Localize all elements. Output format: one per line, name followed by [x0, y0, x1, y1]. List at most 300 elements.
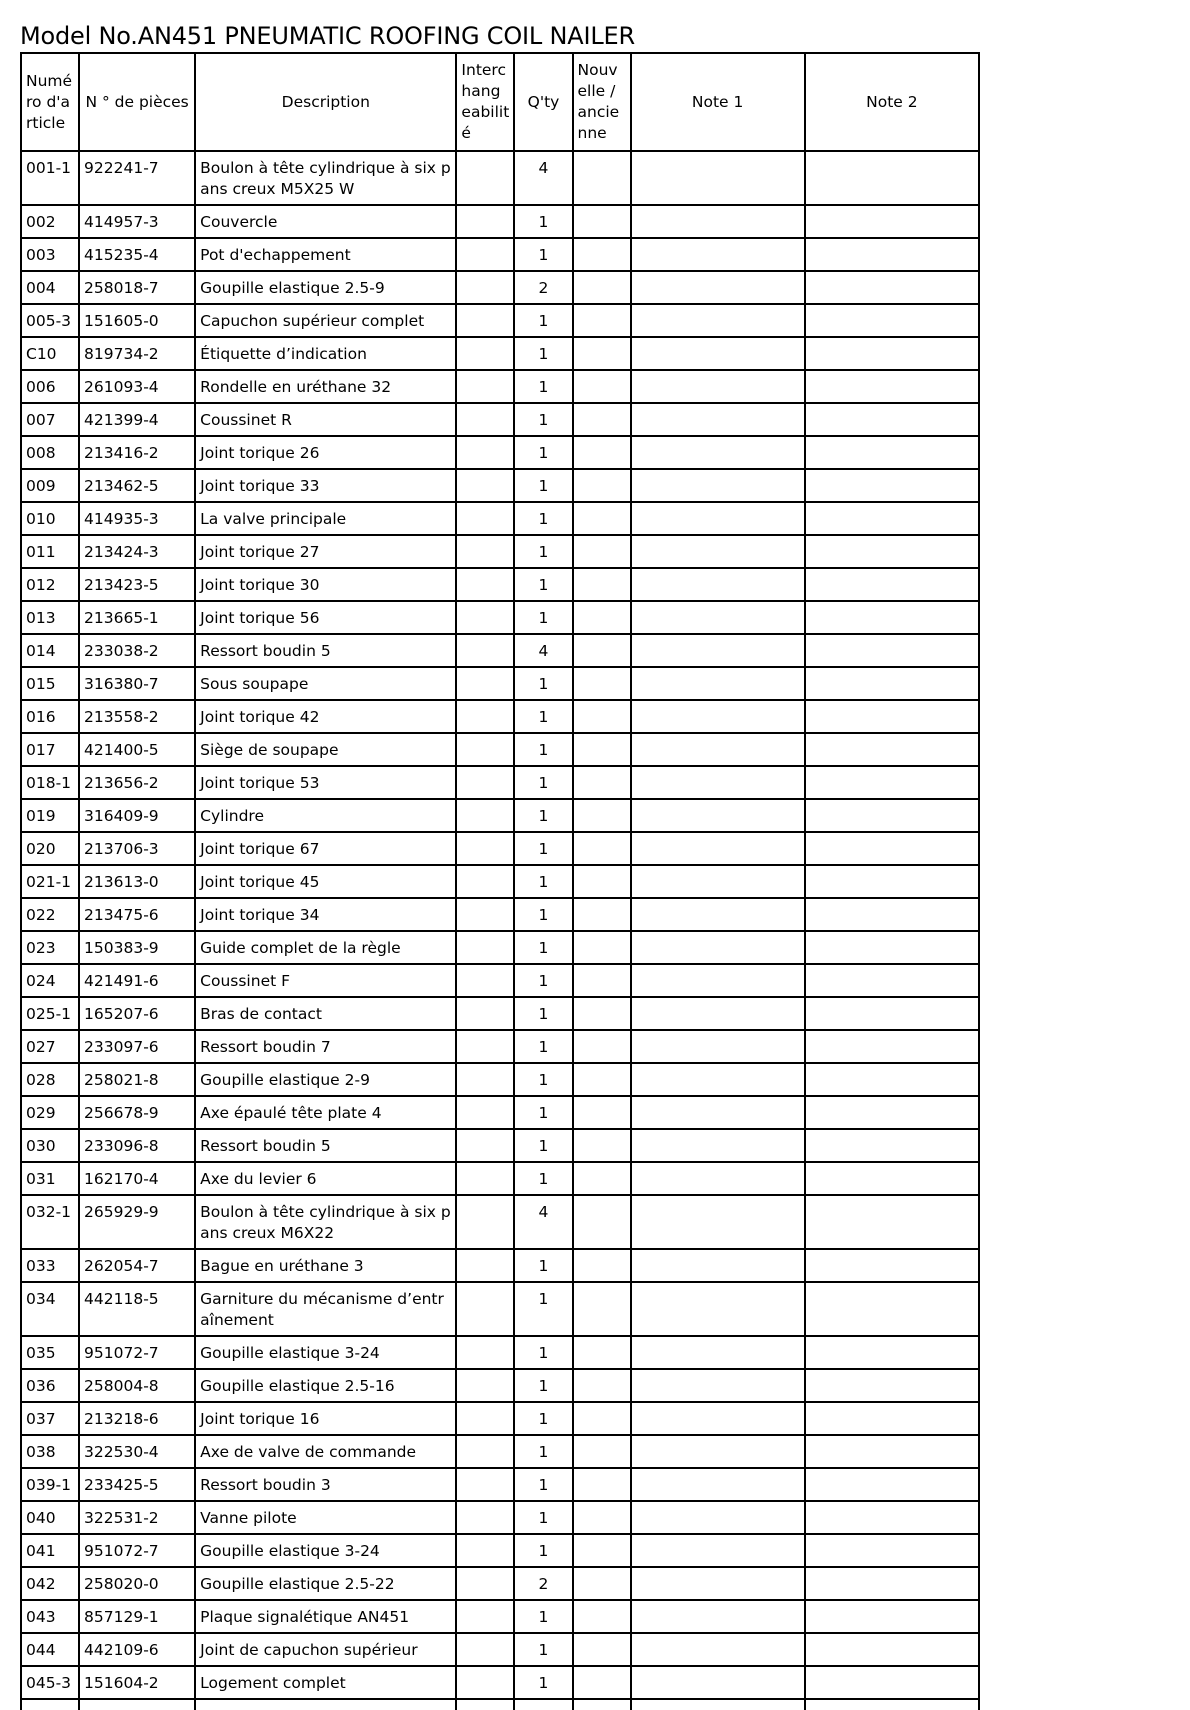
cell-note2: [805, 931, 979, 964]
cell-note1: [631, 799, 805, 832]
cell-new-old: [573, 634, 631, 667]
cell-interchangeability: [456, 1600, 514, 1633]
cell-item-no: 036: [21, 1369, 79, 1402]
cell-part-no: 213656-2: [79, 766, 195, 799]
cell-item-no: 017: [21, 733, 79, 766]
cell-interchangeability: [456, 1030, 514, 1063]
cell-new-old: [573, 865, 631, 898]
cell-note2: [805, 733, 979, 766]
cell-note1: [631, 1600, 805, 1633]
cell-description: Joint torique 27: [195, 535, 456, 568]
cell-part-no: 213416-2: [79, 436, 195, 469]
table-header-row: [21, 53, 979, 151]
cell-qty: 1: [514, 1468, 572, 1501]
cell-interchangeability: [456, 1633, 514, 1666]
cell-item-no: 033: [21, 1249, 79, 1282]
cell-qty: 1: [514, 1162, 572, 1195]
cell-description: Axe de valve de commande: [195, 1435, 456, 1468]
cell-interchangeability: [456, 931, 514, 964]
cell-qty: 1: [514, 568, 572, 601]
cell-part-no: 213424-3: [79, 535, 195, 568]
cell-note2: [805, 1699, 979, 1710]
table-row: [21, 436, 979, 469]
cell-note2: [805, 568, 979, 601]
cell-qty: 1: [514, 997, 572, 1030]
table-row: [21, 1402, 979, 1435]
table-row: [21, 1249, 979, 1282]
cell-item-no: 016: [21, 700, 79, 733]
cell-new-old: [573, 1096, 631, 1129]
cell-new-old: [573, 1567, 631, 1600]
cell-description: Plaque signalétique AN451: [195, 1600, 456, 1633]
cell-new-old: [573, 1369, 631, 1402]
cell-part-no: 322531-2: [79, 1501, 195, 1534]
cell-description: Joint torique 33: [195, 469, 456, 502]
cell-note2: [805, 1162, 979, 1195]
cell-item-no: 020: [21, 832, 79, 865]
cell-note1: [631, 502, 805, 535]
table-row: [21, 1195, 979, 1249]
cell-note2: [805, 898, 979, 931]
cell-qty: 1: [514, 667, 572, 700]
cell-description: Goupille elastique 2.5-16: [195, 1369, 456, 1402]
cell-description: Ressort boudin 5: [195, 634, 456, 667]
cell-item-no: 014: [21, 634, 79, 667]
cell-note1: [631, 535, 805, 568]
cell-item-no: 029: [21, 1096, 79, 1129]
cell-note2: [805, 634, 979, 667]
cell-part-no: 415235-4: [79, 238, 195, 271]
cell-item-no: 015: [21, 667, 79, 700]
header-interchangeability: Interchangeabilité: [456, 53, 514, 151]
cell-note1: [631, 634, 805, 667]
cell-description: Joint torique 16: [195, 1402, 456, 1435]
cell-interchangeability: [456, 1468, 514, 1501]
cell-part-no: [79, 1699, 195, 1710]
cell-interchangeability: [456, 964, 514, 997]
cell-qty: 2: [514, 1567, 572, 1600]
table-row: [21, 1534, 979, 1567]
cell-qty: 1: [514, 502, 572, 535]
cell-note1: [631, 1534, 805, 1567]
cell-qty: 1: [514, 1402, 572, 1435]
cell-note2: [805, 700, 979, 733]
cell-note2: [805, 1030, 979, 1063]
cell-part-no: 150383-9: [79, 931, 195, 964]
cell-note2: [805, 1282, 979, 1336]
cell-interchangeability: [456, 1249, 514, 1282]
cell-description: Joint torique 56: [195, 601, 456, 634]
cell-qty: 1: [514, 370, 572, 403]
cell-qty: 1: [514, 700, 572, 733]
cell-interchangeability: [456, 469, 514, 502]
cell-part-no: 442109-6: [79, 1633, 195, 1666]
table-row: [21, 151, 979, 205]
cell-new-old: [573, 898, 631, 931]
cell-new-old: [573, 1195, 631, 1249]
cell-note1: [631, 931, 805, 964]
cell-interchangeability: [456, 1336, 514, 1369]
cell-note2: [805, 667, 979, 700]
cell-new-old: [573, 1249, 631, 1282]
table-row: [21, 370, 979, 403]
cell-item-no: 007: [21, 403, 79, 436]
table-row: [21, 634, 979, 667]
cell-new-old: [573, 271, 631, 304]
cell-interchangeability: [456, 1501, 514, 1534]
cell-interchangeability: [456, 535, 514, 568]
cell-new-old: [573, 700, 631, 733]
cell-note2: [805, 238, 979, 271]
cell-part-no: 165207-6: [79, 997, 195, 1030]
cell-item-no: 004: [21, 271, 79, 304]
cell-description: Joint torique 45: [195, 865, 456, 898]
cell-qty: 1: [514, 898, 572, 931]
cell-note1: [631, 1633, 805, 1666]
cell-note2: [805, 337, 979, 370]
cell-description: Cylindre: [195, 799, 456, 832]
cell-note1: [631, 271, 805, 304]
cell-note2: [805, 436, 979, 469]
cell-note2: [805, 865, 979, 898]
cell-new-old: [573, 1468, 631, 1501]
table-row: [21, 931, 979, 964]
cell-note1: [631, 832, 805, 865]
cell-note1: [631, 1282, 805, 1336]
cell-interchangeability: [456, 337, 514, 370]
cell-part-no: 213665-1: [79, 601, 195, 634]
cell-interchangeability: [456, 1567, 514, 1600]
cell-note1: [631, 436, 805, 469]
cell-description: Bague en uréthane 3: [195, 1249, 456, 1282]
cell-new-old: [573, 1699, 631, 1710]
table-row: [21, 568, 979, 601]
cell-part-no: 213613-0: [79, 865, 195, 898]
cell-note1: [631, 997, 805, 1030]
cell-interchangeability: [456, 667, 514, 700]
cell-part-no: 213462-5: [79, 469, 195, 502]
table-row: [21, 667, 979, 700]
cell-part-no: 951072-7: [79, 1534, 195, 1567]
cell-note1: [631, 1063, 805, 1096]
cell-item-no: 038: [21, 1435, 79, 1468]
cell-qty: 1: [514, 601, 572, 634]
cell-item-no: 008: [21, 436, 79, 469]
cell-note1: [631, 304, 805, 337]
cell-qty: 1: [514, 1600, 572, 1633]
cell-new-old: [573, 205, 631, 238]
cell-qty: 1: [514, 1666, 572, 1699]
cell-note2: [805, 1369, 979, 1402]
cell-description: Goupille elastique 3-24: [195, 1336, 456, 1369]
cell-qty: 1: [514, 1063, 572, 1096]
cell-interchangeability: [456, 271, 514, 304]
cell-item-no: 041: [21, 1534, 79, 1567]
cell-item-no: 006: [21, 370, 79, 403]
cell-note1: [631, 865, 805, 898]
cell-interchangeability: [456, 733, 514, 766]
cell-part-no: 316380-7: [79, 667, 195, 700]
cell-note2: [805, 766, 979, 799]
cell-interchangeability: [456, 997, 514, 1030]
cell-interchangeability: [456, 601, 514, 634]
cell-new-old: [573, 304, 631, 337]
table-row: [21, 403, 979, 436]
table-row: [21, 337, 979, 370]
cell-note1: [631, 1369, 805, 1402]
cell-interchangeability: [456, 1282, 514, 1336]
cell-item-no: 018-1: [21, 766, 79, 799]
cell-interchangeability: [456, 1195, 514, 1249]
cell-description: Bras de contact: [195, 997, 456, 1030]
parts-table: [20, 52, 980, 1710]
table-body: [21, 151, 979, 1710]
cell-note2: [805, 1468, 979, 1501]
cell-new-old: [573, 766, 631, 799]
cell-item-no: 025-1: [21, 997, 79, 1030]
cell-description: La valve principale: [195, 502, 456, 535]
table-row: [21, 1096, 979, 1129]
cell-item-no: 042: [21, 1567, 79, 1600]
page-title: Model No.AN451 PNEUMATIC ROOFING COIL NAILER: [20, 22, 635, 50]
cell-interchangeability: [456, 865, 514, 898]
cell-item-no: 043: [21, 1600, 79, 1633]
cell-part-no: 414957-3: [79, 205, 195, 238]
cell-note1: [631, 1249, 805, 1282]
cell-item-no: 001-1: [21, 151, 79, 205]
cell-note1: [631, 1129, 805, 1162]
cell-part-no: 261093-4: [79, 370, 195, 403]
cell-note2: [805, 271, 979, 304]
table-row: [21, 238, 979, 271]
cell-interchangeability: [456, 766, 514, 799]
cell-new-old: [573, 832, 631, 865]
cell-part-no: 414935-3: [79, 502, 195, 535]
cell-description: Capuchon supérieur complet: [195, 304, 456, 337]
header-qty: Q'ty: [514, 53, 572, 151]
cell-qty: 1: [514, 799, 572, 832]
cell-part-no: 262054-7: [79, 1249, 195, 1282]
cell-note2: [805, 1336, 979, 1369]
cell-note2: [805, 1402, 979, 1435]
cell-note1: [631, 205, 805, 238]
cell-description: Goupille elastique 2.5-22: [195, 1567, 456, 1600]
cell-new-old: [573, 1402, 631, 1435]
cell-note1: [631, 1195, 805, 1249]
cell-note2: [805, 1567, 979, 1600]
cell-new-old: [573, 1534, 631, 1567]
cell-item-no: 024: [21, 964, 79, 997]
cell-part-no: 322530-4: [79, 1435, 195, 1468]
cell-interchangeability: [456, 1129, 514, 1162]
cell-interchangeability: [456, 1435, 514, 1468]
cell-interchangeability: [456, 1534, 514, 1567]
cell-note1: [631, 370, 805, 403]
cell-new-old: [573, 601, 631, 634]
table-row: [21, 1501, 979, 1534]
cell-description: Joint torique 42: [195, 700, 456, 733]
cell-description: Joint torique 53: [195, 766, 456, 799]
cell-item-no: 023: [21, 931, 79, 964]
cell-note1: [631, 964, 805, 997]
cell-qty: 1: [514, 1096, 572, 1129]
cell-note1: [631, 1468, 805, 1501]
cell-part-no: 819734-2: [79, 337, 195, 370]
cell-new-old: [573, 1336, 631, 1369]
table-row: [21, 1468, 979, 1501]
cell-note2: [805, 304, 979, 337]
cell-note1: [631, 1030, 805, 1063]
table-row: [21, 1435, 979, 1468]
cell-item-no: 013: [21, 601, 79, 634]
cell-interchangeability: [456, 403, 514, 436]
cell-part-no: 421400-5: [79, 733, 195, 766]
table-row: [21, 766, 979, 799]
cell-note1: [631, 1096, 805, 1129]
cell-note2: [805, 205, 979, 238]
cell-qty: 2: [514, 271, 572, 304]
cell-interchangeability: [456, 1402, 514, 1435]
cell-item-no: 040: [21, 1501, 79, 1534]
cell-interchangeability: [456, 898, 514, 931]
cell-note2: [805, 502, 979, 535]
cell-note2: [805, 370, 979, 403]
cell-item-no: 035: [21, 1336, 79, 1369]
cell-item-no: 010: [21, 502, 79, 535]
cell-new-old: [573, 733, 631, 766]
cell-part-no: 258004-8: [79, 1369, 195, 1402]
cell-new-old: [573, 502, 631, 535]
cell-note1: [631, 337, 805, 370]
cell-part-no: 258018-7: [79, 271, 195, 304]
table-row: [21, 469, 979, 502]
cell-qty: 1: [514, 436, 572, 469]
cell-description: Goupille elastique 2-9: [195, 1063, 456, 1096]
cell-item-no: 005-3: [21, 304, 79, 337]
header-item-no: Numéro d'article: [21, 53, 79, 151]
cell-note1: [631, 1435, 805, 1468]
cell-item-no: 021-1: [21, 865, 79, 898]
cell-note2: [805, 1633, 979, 1666]
cell-description: Axe épaulé tête plate 4: [195, 1096, 456, 1129]
cell-new-old: [573, 151, 631, 205]
cell-note1: [631, 700, 805, 733]
cell-qty: 1: [514, 535, 572, 568]
cell-part-no: 421399-4: [79, 403, 195, 436]
cell-qty: 1: [514, 931, 572, 964]
cell-qty: 1: [514, 1129, 572, 1162]
cell-interchangeability: [456, 568, 514, 601]
cell-note2: [805, 799, 979, 832]
cell-interchangeability: [456, 1096, 514, 1129]
cell-item-no: 019: [21, 799, 79, 832]
cell-new-old: [573, 964, 631, 997]
cell-interchangeability: [456, 799, 514, 832]
cell-part-no: 421491-6: [79, 964, 195, 997]
cell-qty: 1: [514, 1633, 572, 1666]
cell-item-no: 037: [21, 1402, 79, 1435]
cell-new-old: [573, 1030, 631, 1063]
header-description: Description: [195, 53, 456, 151]
cell-note1: [631, 667, 805, 700]
cell-item-no: 011: [21, 535, 79, 568]
cell-new-old: [573, 469, 631, 502]
cell-qty: 1: [514, 865, 572, 898]
cell-note2: [805, 1435, 979, 1468]
cell-item-no: 034: [21, 1282, 79, 1336]
cell-qty: 1: [514, 1501, 572, 1534]
cell-interchangeability: [456, 1162, 514, 1195]
table-row: [21, 1282, 979, 1336]
cell-note1: [631, 766, 805, 799]
cell-item-no: [21, 1699, 79, 1710]
table-row: [21, 205, 979, 238]
cell-part-no: 213558-2: [79, 700, 195, 733]
table-row: [21, 535, 979, 568]
cell-qty: 4: [514, 634, 572, 667]
cell-qty: 4: [514, 1195, 572, 1249]
cell-qty: 1: [514, 1369, 572, 1402]
cell-description: Boulon à tête cylindrique à six pans creux M5X25 W: [195, 151, 456, 205]
cell-item-no: 027: [21, 1030, 79, 1063]
cell-note2: [805, 1501, 979, 1534]
cell-note1: [631, 1336, 805, 1369]
cell-item-no: 022: [21, 898, 79, 931]
cell-note2: [805, 151, 979, 205]
header-note2: Note 2: [805, 53, 979, 151]
cell-note2: [805, 1063, 979, 1096]
cell-qty: 1: [514, 205, 572, 238]
cell-interchangeability: [456, 502, 514, 535]
cell-description: Sous soupape: [195, 667, 456, 700]
cell-note2: [805, 535, 979, 568]
cell-new-old: [573, 1063, 631, 1096]
cell-part-no: 256678-9: [79, 1096, 195, 1129]
cell-description: Joint de capuchon supérieur: [195, 1633, 456, 1666]
cell-interchangeability: [456, 436, 514, 469]
cell-description: Ressort boudin 5: [195, 1129, 456, 1162]
cell-qty: 1: [514, 1030, 572, 1063]
cell-interchangeability: [456, 634, 514, 667]
cell-description: Ressort boudin 7: [195, 1030, 456, 1063]
cell-new-old: [573, 238, 631, 271]
table-row: [21, 1030, 979, 1063]
cell-qty: 1: [514, 1435, 572, 1468]
cell-qty: 1: [514, 337, 572, 370]
cell-description: Ressort boudin 3: [195, 1468, 456, 1501]
cell-qty: 1: [514, 304, 572, 337]
cell-description: Étiquette d’indication: [195, 337, 456, 370]
cell-description: Axe du levier 6: [195, 1162, 456, 1195]
cell-qty: [514, 1699, 572, 1710]
cell-part-no: 233096-8: [79, 1129, 195, 1162]
cell-interchangeability: [456, 151, 514, 205]
cell-new-old: [573, 799, 631, 832]
table-row: [21, 1633, 979, 1666]
cell-item-no: 003: [21, 238, 79, 271]
cell-note1: [631, 1699, 805, 1710]
table-row: [21, 1699, 979, 1710]
cell-item-no: 031: [21, 1162, 79, 1195]
cell-qty: 1: [514, 832, 572, 865]
cell-part-no: 151604-2: [79, 1666, 195, 1699]
cell-new-old: [573, 1600, 631, 1633]
cell-part-no: 233425-5: [79, 1468, 195, 1501]
cell-note1: [631, 1162, 805, 1195]
cell-part-no: 233097-6: [79, 1030, 195, 1063]
cell-new-old: [573, 403, 631, 436]
cell-item-no: 039-1: [21, 1468, 79, 1501]
